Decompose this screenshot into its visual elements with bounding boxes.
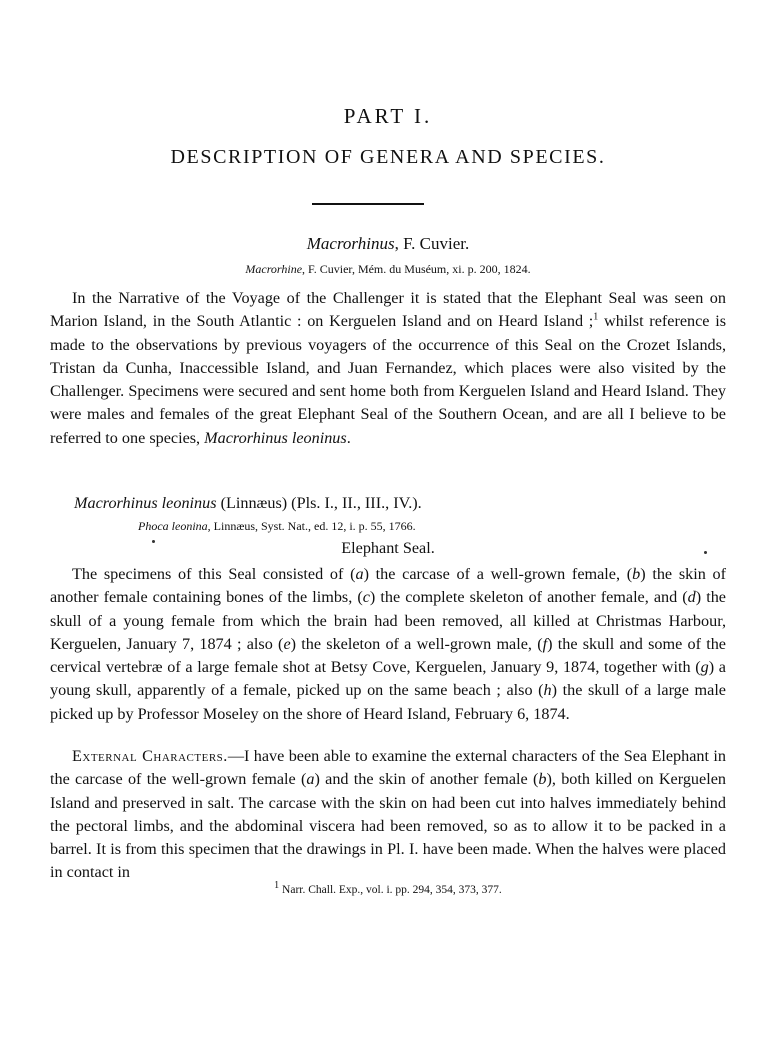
ext-text: ) and the skin of another female ( — [314, 770, 539, 789]
section-heading-external-characters: External Characters. — [72, 747, 228, 765]
spec-text: ) the complete skeleton of another female, and ( — [369, 588, 688, 607]
ext-letter: a — [306, 770, 315, 789]
genus-ref-text: , F. Cuvier, Mém. du Muséum, xi. p. 200, 1824. — [302, 262, 531, 276]
intro-species-name: Macrorhinus leoninus — [204, 428, 347, 447]
spec-text: ) the skull of a young female from which the brain had been removed, all killed at Christmas Harbour, Kerguelen, January 7, 1874 ; also ( — [50, 588, 726, 653]
footnote — [50, 880, 726, 896]
spec-letter: d — [687, 588, 696, 607]
species-name: Macrorhinus leoninus — [74, 494, 217, 512]
title-divider — [312, 203, 424, 205]
spec-text: ) the skeleton of a well-grown male, ( — [290, 634, 543, 653]
specimens-paragraph — [50, 563, 726, 749]
intro-text-a: In the Narrative of the Voyage of the Challenger it is stated that the Elephant Seal was seen on Marion Island, in the South Atlantic : on Kerguelen Island and on Heard Island ; — [50, 289, 726, 331]
genus-reference — [50, 262, 726, 277]
intro-text-end: . — [346, 428, 351, 447]
footnote-text: Narr. Chall. Exp., vol. i. pp. 294, 354, 373, 377. — [279, 884, 502, 896]
spec-text: ) the skin of another female containing bones of the limbs, ( — [50, 565, 726, 607]
spec-text: The specimens of this Seal consisted of ( — [72, 565, 356, 583]
footnote-mark: 1 — [274, 880, 280, 892]
species-authority: (Linnæus) (Pls. I., II., III., IV.). — [216, 494, 422, 512]
part-title: PART I. — [343, 104, 433, 128]
common-name: Elephant Seal. — [341, 539, 435, 557]
species-ref-text: , Linnæus, Syst. Nat., ed. 12, i. p. 55, 1766. — [207, 519, 416, 533]
ext-text: ), both killed on Kerguelen Island and preserved in salt. The carcase with the skin on had been cut into halves immediately behind the pectoral limbs, and the abdominal viscera had been removed, so as to allow it to be packed in a barrel. It is from this specimen that the drawings in Pl. I. have been made. When the halves were placed in contact in — [50, 770, 726, 882]
spec-letter: a — [355, 565, 364, 583]
genus-name: Macrorhinus — [306, 234, 395, 253]
ext-text: —I have been able to examine the external characters of the Sea Elephant in the carcase of the well-grown female ( — [50, 747, 726, 789]
spec-letter: c — [362, 588, 370, 607]
spec-letter: g — [700, 658, 709, 677]
spec-letter: h — [543, 681, 552, 700]
spec-text: ) the carcase of a well-grown female, ( — [363, 565, 633, 583]
ext-letter: b — [538, 770, 547, 789]
genus-ref-name: Macrorhine — [245, 262, 303, 276]
stray-mark — [152, 540, 155, 543]
stray-mark — [704, 551, 707, 554]
main-title: DESCRIPTION OF GENERA AND SPECIES. — [170, 146, 606, 168]
intro-text-b: whilst reference is made to the observations by previous voyagers of the occurrence of this Seal on the Crozet Islands, Tristan da Cunha, Inaccessible Island, and Juan Fernandez, which places were also visited by the Challenger. Specimens were secured and sent home both from Kerguelen Island and Heard Island. They were males and females of the great Elephant Seal of the Southern Ocean, and are all I believe to be referred to one species, — [50, 312, 727, 447]
spec-text: ) a young skull, apparently of a female, picked up on the same beach ; also ( — [50, 658, 726, 700]
footnote-marker: 1 — [593, 311, 599, 323]
spec-letter: e — [283, 634, 291, 653]
spec-letter: b — [632, 565, 641, 583]
spec-letter: f — [542, 634, 548, 653]
intro-paragraph — [50, 287, 726, 473]
genus-authority: , F. Cuvier. — [394, 234, 470, 253]
external-characters-paragraph — [50, 745, 726, 885]
spec-text: ) the skull and some of the cervical vertebræ of a large female shot at Betsy Cove, Kerguelen, January 9, 1874, together with ( — [50, 634, 726, 677]
species-ref-name: Phoca leonina — [138, 519, 208, 533]
spec-text: ) the skull of a large male picked up by Professor Moseley on the shore of Heard Island, February 6, 1874. — [50, 681, 726, 723]
species-reference — [138, 519, 416, 534]
species-heading — [74, 494, 422, 513]
genus-heading — [50, 234, 726, 254]
